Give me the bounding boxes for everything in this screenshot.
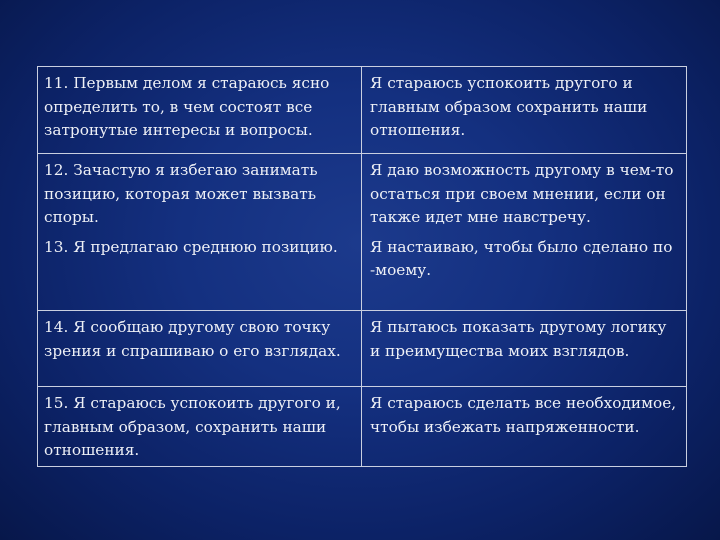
table-cell-right [362,311,686,386]
table-cell-left [38,154,362,310]
statement-15-alt: Я стараюсь сделать все необходимое, чтобы избежать напряженности. [370,394,677,436]
table-row [38,67,686,154]
statement-14: 14. Я сообщаю другому свою точку зрения и спрашиваю о его взглядах. [44,318,341,360]
statement-13-alt: Я настаиваю, чтобы было сделано по -моему. [370,237,673,279]
questionnaire-table [37,66,687,467]
table-row [38,387,686,466]
table-cell-right [362,67,686,153]
table-row [38,311,686,387]
statement-14-alt: Я пытаюсь показать другому логику и преимущества моих взглядов. [370,318,667,360]
statement-11-alt: Я стараюсь успокоить другого и главным образом сохранить наши отношения. [370,74,648,139]
statement-12: 12. Зачастую я избегаю занимать позицию, которая может вызвать споры. [44,161,318,226]
statement-11: 11. Первым делом я стараюсь ясно определить то, в чем состоят все затронутые интересы и вопросы. [44,74,330,139]
table-cell-right [362,154,686,310]
statement-13: 13. Я предлагаю среднюю позицию. [44,237,338,256]
table-cell-left [38,387,362,466]
statement-12-alt: Я даю возможность другому в чем-то остаться при своем мнении, если он также идет мне навстречу. [370,161,674,226]
table-cell-right [362,387,686,466]
table-cell-left [38,311,362,386]
table-cell-left [38,67,362,153]
statement-15: 15. Я стараюсь успокоить другого и, главным образом, сохранить наши отношения. [44,394,341,459]
table-row [38,154,686,311]
